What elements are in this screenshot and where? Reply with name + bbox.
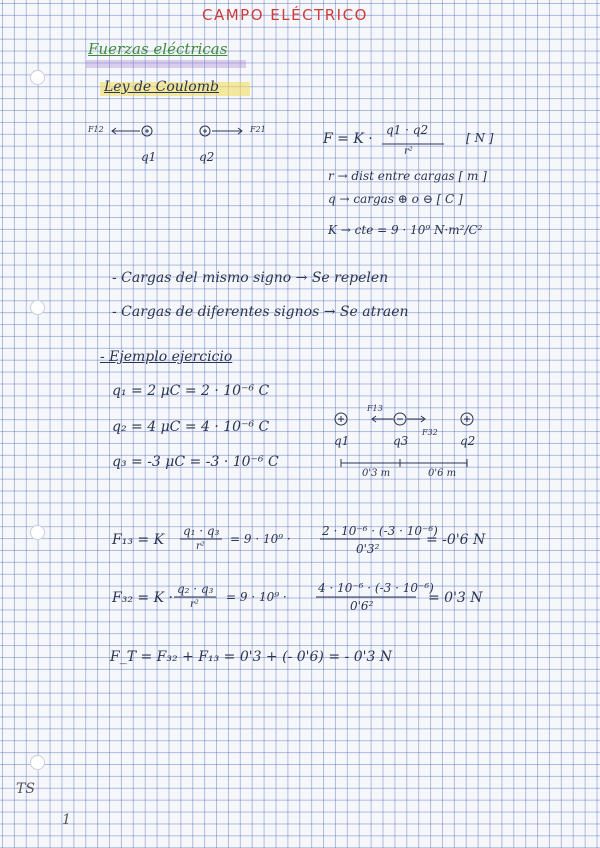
- corner-initials: TS: [16, 781, 35, 797]
- rule-attract: - Cargas de diferentes signos → Se atraen: [112, 304, 409, 320]
- force-label-f12: F12: [88, 125, 104, 134]
- calc1-numerator: q₁ · q₃: [183, 524, 220, 538]
- subsection-heading: Ley de Coulomb: [104, 79, 219, 95]
- charge-label-q1: q1: [334, 434, 350, 448]
- calc1-result: = -0'6 N: [426, 532, 486, 548]
- rule-repel: - Cargas del mismo signo → Se repelen: [112, 270, 389, 286]
- definition-q: q → cargas ⊕ o ⊖ [ C ]: [328, 192, 463, 206]
- calc2-numerator: q₂ · q₃: [177, 582, 214, 596]
- calc2-lhs: F₃₂ = K ·: [112, 590, 173, 606]
- calc1-denominator: r²: [196, 541, 205, 552]
- calc2-numerator2: 4 · 10⁻⁶ · (-3 · 10⁻⁶): [318, 581, 434, 595]
- distance-label-1: 0'3 m: [362, 468, 391, 479]
- calc2-denominator2: 0'6²: [350, 599, 374, 613]
- charge-label-q2: q2: [460, 434, 476, 448]
- formula-unit: [ N ]: [466, 131, 494, 145]
- formula-lhs: F = K ·: [323, 131, 373, 147]
- calc2-result: = 0'3 N: [428, 590, 483, 606]
- formula-numerator: q1 · q2: [386, 123, 429, 137]
- calc1-denominator2: 0'3²: [356, 542, 380, 556]
- page-number: 1: [62, 812, 71, 828]
- definition-r: r → dist entre cargas [ m ]: [328, 169, 487, 183]
- definition-k: K → cte = 9 · 10⁹ N·m²/C²: [328, 223, 483, 237]
- charge-label-q1: q1: [141, 150, 157, 164]
- formula-denominator: r²: [404, 146, 413, 157]
- calc1-lhs: F₁₃ = K: [112, 532, 165, 548]
- calc2-denominator: r²: [190, 599, 199, 610]
- given-q2: q₂ = 4 μC = 4 · 10⁻⁶ C: [112, 419, 270, 435]
- distance-label-2: 0'6 m: [428, 468, 457, 479]
- charge-label-q3: q3: [393, 434, 409, 448]
- calc2-mid: = 9 · 10⁹ ·: [226, 590, 287, 604]
- force-label-f13: F13: [367, 404, 383, 413]
- example-heading: - Ejemplo ejercicio: [100, 349, 233, 365]
- given-q3: q₃ = -3 μC = -3 · 10⁻⁶ C: [112, 454, 279, 470]
- calc1-numerator2: 2 · 10⁻⁶ · (-3 · 10⁻⁶): [322, 524, 438, 538]
- total-force: F_T = F₃₂ + F₁₃ = 0'3 + (- 0'6) = - 0'3 N: [110, 649, 393, 665]
- calc1-mid: = 9 · 10⁹ ·: [230, 532, 291, 546]
- force-label-f32: F32: [422, 428, 438, 437]
- page-title: CAMPO ELÉCTRICO: [202, 6, 368, 24]
- force-label-f21: F21: [250, 125, 266, 134]
- section-heading: Fuerzas eléctricas: [88, 40, 228, 58]
- charge-label-q2: q2: [199, 150, 215, 164]
- given-q1: q₁ = 2 μC = 2 · 10⁻⁶ C: [112, 383, 270, 399]
